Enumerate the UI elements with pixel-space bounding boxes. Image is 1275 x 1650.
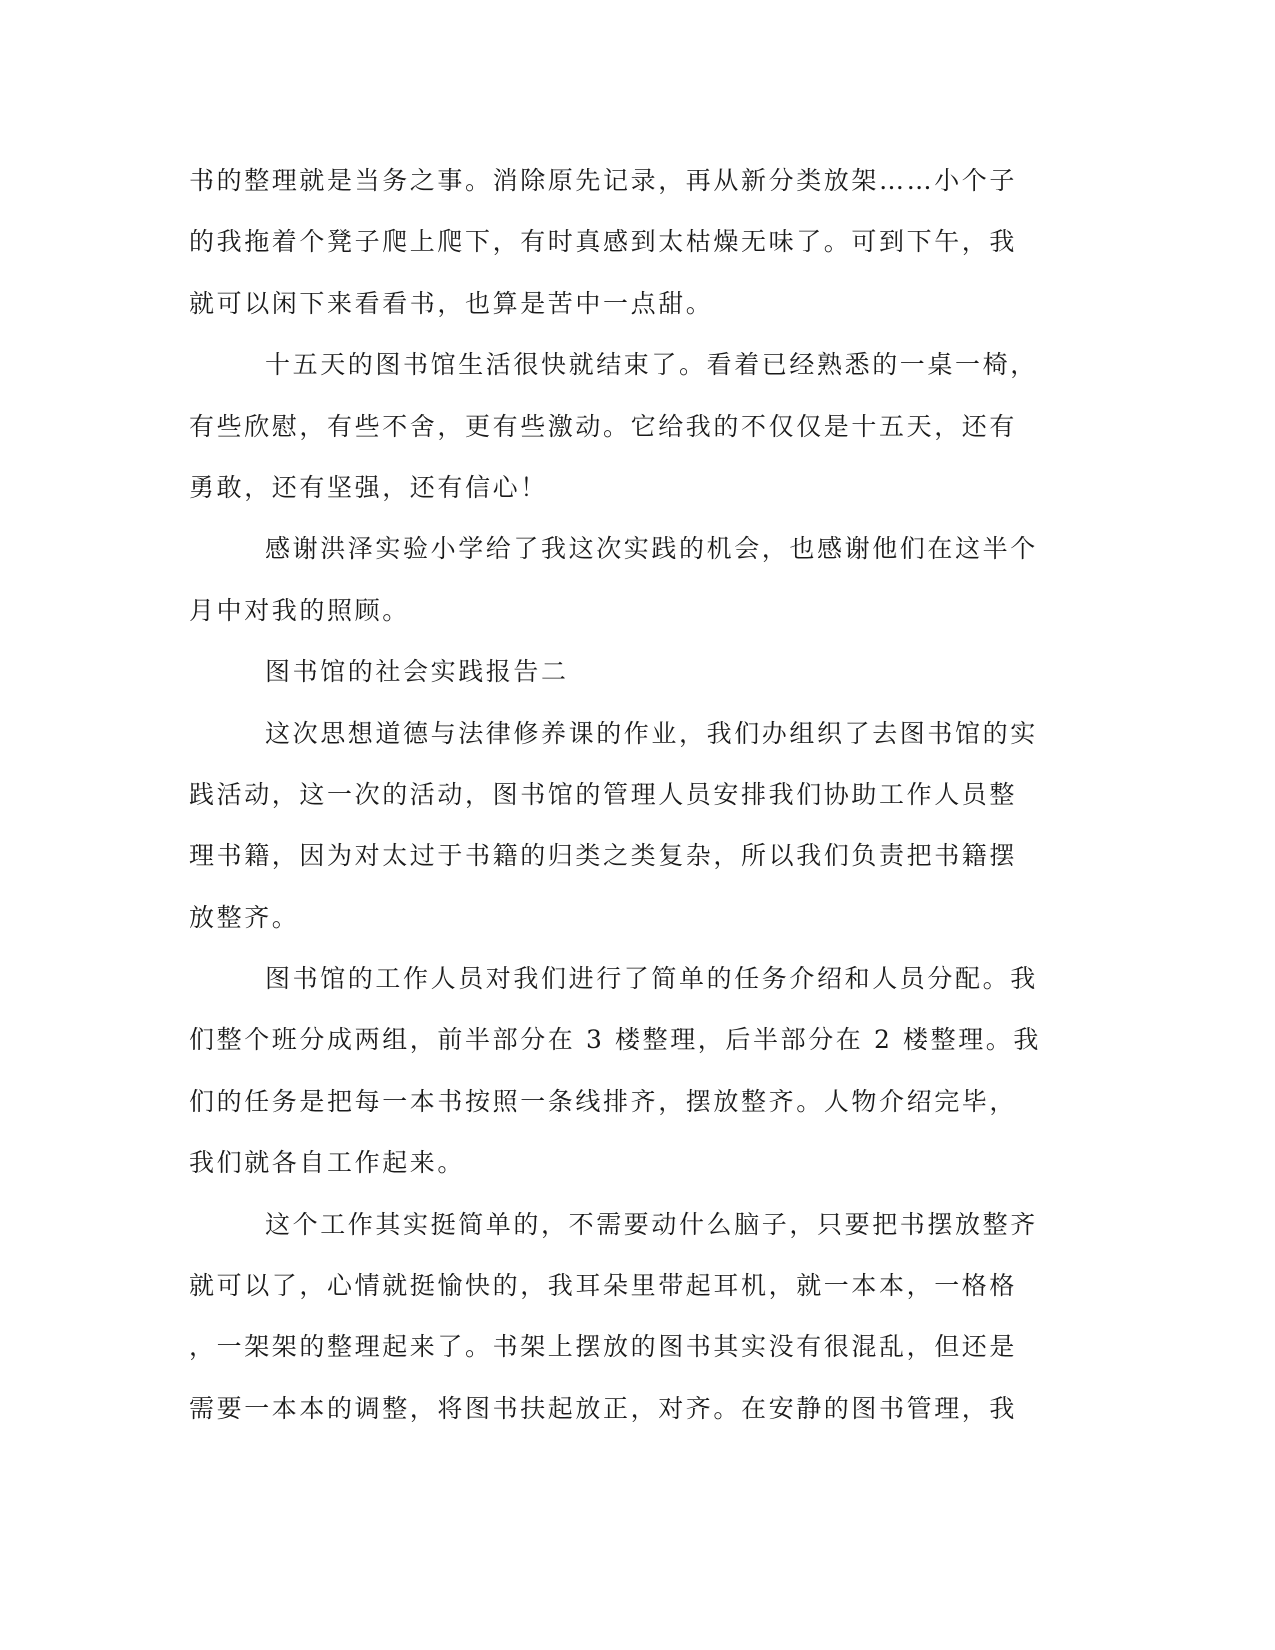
text-line: 需要一本本的调整，将图书扶起放正，对齐。在安静的图书管理，我: [189, 1393, 1018, 1423]
text-line: 书的整理就是当务之事。消除原先记录，再从新分类放架……小个子: [189, 166, 1018, 195]
text-line: ，一架架的整理起来了。书架上摆放的图书其实没有很混乱，但还是: [189, 1332, 1018, 1362]
text-line: 图书馆的工作人员对我们进行了简单的任务介绍和人员分配。我: [265, 964, 1038, 994]
text-line: 理书籍，因为对太过于书籍的归类之类复杂，所以我们负责把书籍摆: [189, 841, 1018, 871]
text-line: 我们就各自工作起来。: [189, 1148, 466, 1178]
text-line: 十五天的图书馆生活很快就结束了。看着已经熟悉的一桌一椅，: [265, 350, 1038, 380]
text-line: 们的任务是把每一本书按照一条线排齐，摆放整齐。人物介绍完毕，: [189, 1086, 1018, 1116]
text-line: 勇敢，还有坚强，还有信心！: [189, 472, 548, 502]
text-line: 们整个班分成两组，前半部分在 3 楼整理，后半部分在 2 楼整理。我: [189, 1025, 1042, 1055]
text-line: 就可以闲下来看看书，也算是苦中一点甜。: [189, 288, 714, 318]
text-line: 的我拖着个凳子爬上爬下，有时真感到太枯燥无味了。可到下午，我: [189, 227, 1018, 257]
document-body: [189, 162, 1079, 1451]
text-line: 就可以了，心情就挺愉快的，我耳朵里带起耳机，就一本本，一格格: [189, 1271, 1018, 1301]
text-line: 践活动，这一次的活动，图书馆的管理人员安排我们协助工作人员整: [189, 779, 1018, 809]
text-line: 月中对我的照顾。: [189, 595, 410, 625]
text-line: 这个工作其实挺简单的，不需要动什么脑子，只要把书摆放整齐: [265, 1209, 1038, 1239]
text-line: 放整齐。: [189, 902, 300, 932]
section-heading: 图书馆的社会实践报告二: [265, 657, 569, 687]
text-line: 这次思想道德与法律修养课的作业，我们办组织了去图书馆的实: [265, 718, 1038, 748]
text-line: 感谢洪泽实验小学给了我这次实践的机会，也感谢他们在这半个: [265, 534, 1038, 564]
text-line: 有些欣慰，有些不舍，更有些激动。它给我的不仅仅是十五天，还有: [189, 411, 1018, 441]
